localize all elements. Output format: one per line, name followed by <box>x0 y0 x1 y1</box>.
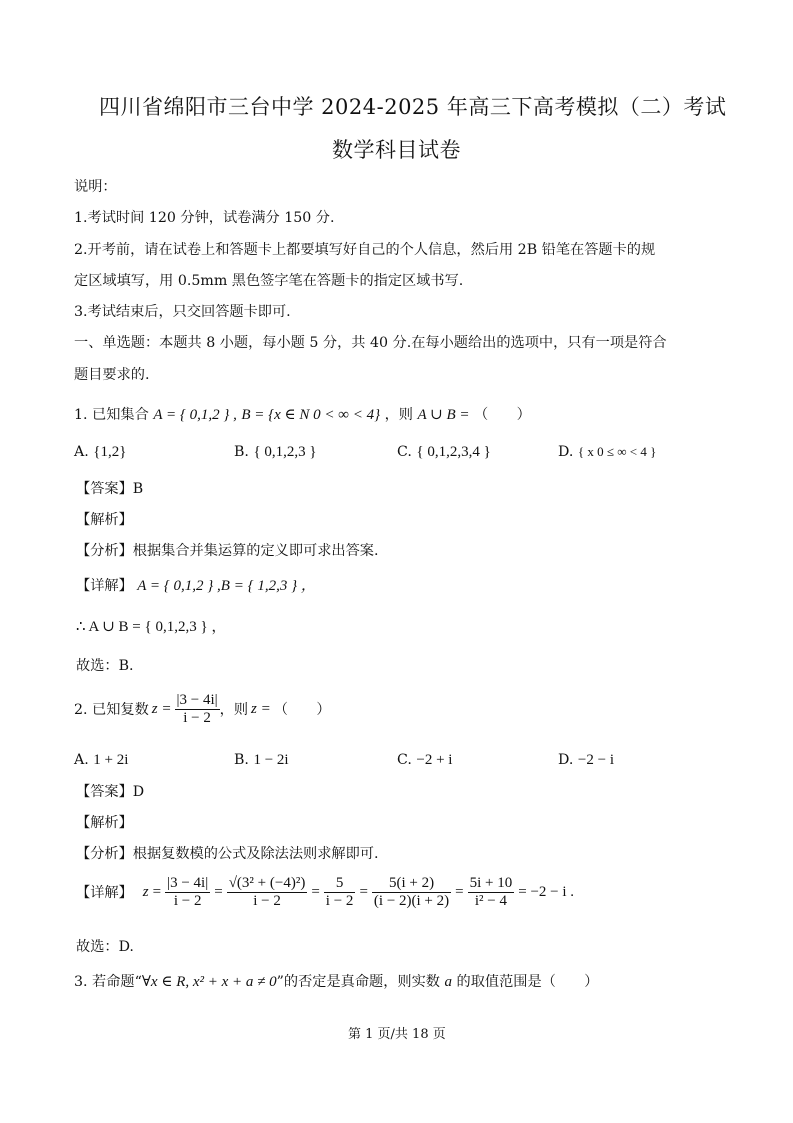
q2-prefix: 2. 已知复数 <box>74 701 149 718</box>
q1-set-b: B = {x ∈ N 0 < ∞ < 4} <box>241 407 381 423</box>
q1-therefore: ∴ A ∪ B = { 0,1,2,3 } ， <box>76 619 227 635</box>
q2-stem <box>74 692 331 728</box>
q1-option-d: D. { x 0 ≤ ∞ < 4 } <box>558 444 657 460</box>
q1-set-a: A = { 0,1,2 } , <box>153 407 237 423</box>
q2-fenxi: 【分析】根据复数模的公式及除法法则求解即可. <box>76 846 379 862</box>
q2-frac-3: $\frac{5}{i - 2}$ <box>325 875 354 910</box>
instructions-heading: 说明： <box>74 179 117 195</box>
q1-detail <box>76 579 316 594</box>
page-title: 四川省绵阳市三台中学 2024-2025 年高三下高考模拟（二）考试 <box>99 95 727 119</box>
q2-option-b: B. 1 − 2i <box>234 752 289 768</box>
q2-frac-2: $\frac{\text{√(3² + (−4)²)}}{i - 2}$ <box>228 875 306 910</box>
q2-option-c: C. −2 + i <box>397 752 453 768</box>
q1-analysis-label: 【解析】 <box>76 512 133 528</box>
q3-end: 的取值范围是（ ） <box>456 974 599 990</box>
q2-result: = −2 − i . <box>518 884 575 901</box>
q2-answer: 【答案】D <box>76 784 145 800</box>
q1-paren: （ ） <box>474 407 531 423</box>
q3-formula: ∀x ∈ R, x² + x + a ≠ 0 <box>141 974 277 990</box>
q1-detail-label: 【详解】 <box>76 578 133 594</box>
q2-option-d-value: −2 − i <box>577 752 614 768</box>
q2-choose: 故选：D. <box>76 939 134 955</box>
q3-var: a <box>444 974 452 990</box>
instruction-item-2-line-2: 定区域填写，用 0.5mm 黑色签字笔在答题卡的指定区域书写. <box>74 273 464 289</box>
q3-suffix: ”的否定是真命题，则实数 <box>276 974 440 990</box>
q2-frac-4: $\frac{5(i + 2)}{(i - 2)(i + 2)}$ <box>373 875 450 910</box>
q2-paren: （ ） <box>273 701 331 718</box>
q2-option-b-value: 1 − 2i <box>253 752 289 768</box>
q3-stem <box>74 975 598 990</box>
q2-z-eq: z = <box>151 701 172 718</box>
section-heading-line-2: 题目要求的. <box>74 367 150 383</box>
q1-detail-sets: A = { 0,1,2 } ,B = { 1,2,3 } ， <box>137 578 316 594</box>
instruction-item-1: 1.考试时间 120 分钟，试卷满分 150 分. <box>74 210 335 226</box>
q1-option-b: B. { 0,1,2,3 } <box>234 444 317 460</box>
q2-numerator: |3 − 4i| <box>175 692 220 710</box>
page-footer: 第 1 页/共 18 页 <box>348 1027 446 1042</box>
q1-option-d-value: { x 0 ≤ ∞ < 4 } <box>577 444 657 459</box>
q2-fraction <box>175 692 220 728</box>
q1-mid: ，则 <box>384 407 413 423</box>
q2-detail: 【详解】 z = $\frac{|3 - 4i|}{i - 2}$ = $\frac{\text{√(3² + (−4)²)}}{i - 2}$ = $\frac{5}{i - 2}$ = $\frac{5(i + 2)}{(i - 2)(i + 2)}$ = $\frac{5i + 10}{\text{i² − 4}}$ = −2 − i . <box>76 875 575 910</box>
instruction-item-2-line-1: 2.开考前，请在试卷上和答题卡上都要填写好自己的个人信息，然后用 2B 铅笔在答题卡的规 <box>74 242 656 258</box>
q2-analysis-label: 【解析】 <box>76 815 133 831</box>
q3-prefix: 3. 若命题“ <box>74 974 142 990</box>
q2-denominator: i − 2 <box>183 710 211 727</box>
q1-choose: 故选：B. <box>76 658 134 674</box>
q1-prefix: 1. 已知集合 <box>74 407 149 423</box>
q2-option-a-value: 1 + 2i <box>93 752 129 768</box>
q1-stem <box>74 408 531 423</box>
q2-option-a: A. 1 + 2i <box>74 752 129 768</box>
instruction-item-3: 3.考试结束后，只交回答题卡即可. <box>74 304 291 320</box>
q2-detail-label: 【详解】 <box>76 884 133 901</box>
q1-option-b-value: { 0,1,2,3 } <box>253 444 317 460</box>
q2-mid: ，则 <box>219 701 249 718</box>
q2-option-d: D. −2 − i <box>558 752 614 768</box>
q1-answer: 【答案】B <box>76 481 144 497</box>
q1-option-c-value: { 0,1,2,3,4 } <box>416 444 491 460</box>
q1-option-a: A. {1,2} <box>74 444 127 460</box>
q1-option-c: C. { 0,1,2,3,4 } <box>397 444 491 460</box>
q1-expr: A ∪ B = <box>417 407 470 423</box>
q2-frac-1: $\frac{|3 - 4i|}{i - 2}$ <box>167 875 209 910</box>
page-subtitle: 数学科目试卷 <box>332 138 461 162</box>
q2-option-c-value: −2 + i <box>416 752 453 768</box>
section-heading-line-1: 一、单选题：本题共 8 小题，每小题 5 分，共 40 分.在每小题给出的选项中，只有一项是符合 <box>74 335 667 351</box>
q1-fenxi: 【分析】根据集合并集运算的定义即可求出答案. <box>76 543 379 559</box>
q2-frac-5: $\frac{5i + 10}{\text{i² − 4}}$ <box>469 875 513 910</box>
q1-option-a-value: {1,2} <box>93 444 127 460</box>
q2-ask: z = <box>251 701 271 718</box>
